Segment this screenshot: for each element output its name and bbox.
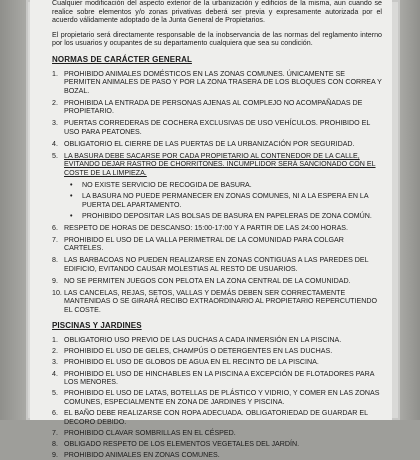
rule-item: 2. PROHIBIDO EL USO DE GELES, CHAMPÚS O DETERGENTES EN LAS DUCHAS. (52, 347, 333, 356)
rule-item: 4. PROHIBIDO EL USO DE HINCHABLES EN LA PISCINA A EXCEPCIÓN DE FLOTADORES PARA LOS MENORES. (52, 369, 375, 387)
rule-item: 9. PROHIBIDO ANIMALES EN ZONAS COMUNES. (52, 451, 220, 460)
intro (52, 0, 382, 48)
rule-item: 7. PROHIBIDO CLAVAR SOMBRILLAS EN EL CÉSPED. (52, 428, 236, 437)
garbage-subrules (70, 181, 382, 221)
wall-right (400, 0, 420, 420)
rule-item: 4. OBLIGATORIO EL CIERRE DE LAS PUERTAS DE LA URBANIZACIÓN POR SEGURIDAD. (52, 139, 355, 148)
rule-item: 3. PROHIBIDO EL USO DE GLOBOS DE AGUA EN EL RECINTO DE LA PISCINA. (52, 358, 319, 367)
rule-item: 5. LA BASURA DEBE SACARSE POR CADA PROPIETARIO AL CONTENEDOR DE LA CALLE, EVITANDO DEJAR RASTRO DE CHORRITONES. INCUMPLIDOR SERÁ SANCIONADO CON EL COSTE DE LA LIMPIEZA. (52, 151, 376, 177)
general-rules-list (52, 70, 382, 315)
intro-paragraph-1: Cualquier modificación del aspecto exterior de la urbanización y edificios de la misma, aun cuando se realice sobre elementos y/o zonas privativas deberá ser previa y expresamente autorizada por el acuerdo válidamente adoptado de la Junta General de Propietarios. (52, 0, 382, 25)
rule-item: 6. EL BAÑO DEBE REALIZARSE CON ROPA ADECUADA. OBLIGATORIEDAD DE GUARDAR EL DECORO DEBIDO. (52, 409, 368, 426)
rule-item: 9. NO SE PERMITEN JUEGOS CON PELOTA EN LA ZONA CENTRAL DE LA COMUNIDAD. (52, 276, 351, 285)
rule-item: 3. PUERTAS CORREDERAS DE COCHERA EXCLUSIVAS DE USO VEHÍCULOS. PROHIBIDO EL USO PARA PEATONES. (52, 119, 371, 136)
section-general-title: NORMAS DE CARÁCTER GENERAL (52, 54, 192, 64)
rule-item: 8. LAS BARBACOAS NO PUEDEN REALIZARSE EN ZONAS CONTIGUAS A LAS PAREDES DEL EDIFICIO, EVITANDO CAUSAR MOLESTIAS AL RESTO DE USUARIOS. (52, 256, 369, 273)
rule-item: 10. LAS CANCELAS, REJAS, SETOS, VALLAS Y DEMÁS DEBEN SER CORRECTAMENTE MANTENIDAS O SE GIRARÁ RECIBO EXTRAORDINARIO AL PROPIETARIO REPERCUTIENDO EL COSTE. (52, 288, 377, 314)
subrule-item: • NO EXISTE SERVICIO DE RECOGIDA DE BASURA. (70, 180, 252, 189)
wall-left (0, 0, 26, 420)
rule-item: 1. OBLIGATORIO USO PREVIO DE LAS DUCHAS A CADA INMERSIÓN EN LA PISCINA. (52, 336, 342, 345)
rule-item: 8. OBLIGADO RESPETO DE LOS ELEMENTOS VEGETALES DEL JARDÍN. (52, 440, 300, 449)
subrule-item: • PROHIBIDO DEPOSITAR LAS BOLSAS DE BASURA EN PAPELERAS DE ZONA COMÚN. (70, 212, 372, 221)
intro-paragraph-2: El propietario será directamente responsable de la inobservancia de las normas del reglamento interno por los usuarios y ocupantes de su departamento cualquiera que sea su condición. (52, 30, 382, 48)
pool-rules-list (52, 336, 382, 460)
section-pools-title: PISCINAS Y JARDINES (52, 321, 142, 331)
rule-item: 6. RESPETO DE HORAS DE DESCANSO: 15:00-17:00 Y A PARTIR DE LAS 24:00 HORAS. (52, 223, 348, 232)
rule-item: 1. PROHIBIDO ANIMALES DOMÉSTICOS EN LAS ZONAS COMUNES. ÚNICAMENTE SE PERMITEN ANIMALES DE PASO Y POR LA ZONA TRASERA DE LOS BLOQUES CON CORREA Y BOZAL. (52, 69, 382, 95)
subrule-item: • LA BASURA NO PUEDE PERMANECER EN ZONAS COMUNES, NI A LA ESPERA EN LA PUERTA DEL APARTAMENTO. (70, 192, 369, 209)
rule-item: 5. PROHIBIDO EL USO DE LATAS, BOTELLAS DE PLÁSTICO Y VIDRIO, Y COMER EN LAS ZONAS COMUNES, ESPECIALMENTE EN ZONA DE JARDINES Y PISCINA. (52, 389, 380, 407)
notice-sheet (30, 0, 392, 460)
rule-item: 7. PROHIBIDO EL USO DE LA VALLA PERIMETRAL DE LA COMUNIDAD PARA COLGAR CARTELES. (52, 235, 344, 253)
rule-item: 2. PROHIBIDA LA ENTRADA DE PERSONAS AJENAS AL COMPLEJO NO ACOMPAÑADAS DE PROPIETARIO. (52, 98, 363, 116)
